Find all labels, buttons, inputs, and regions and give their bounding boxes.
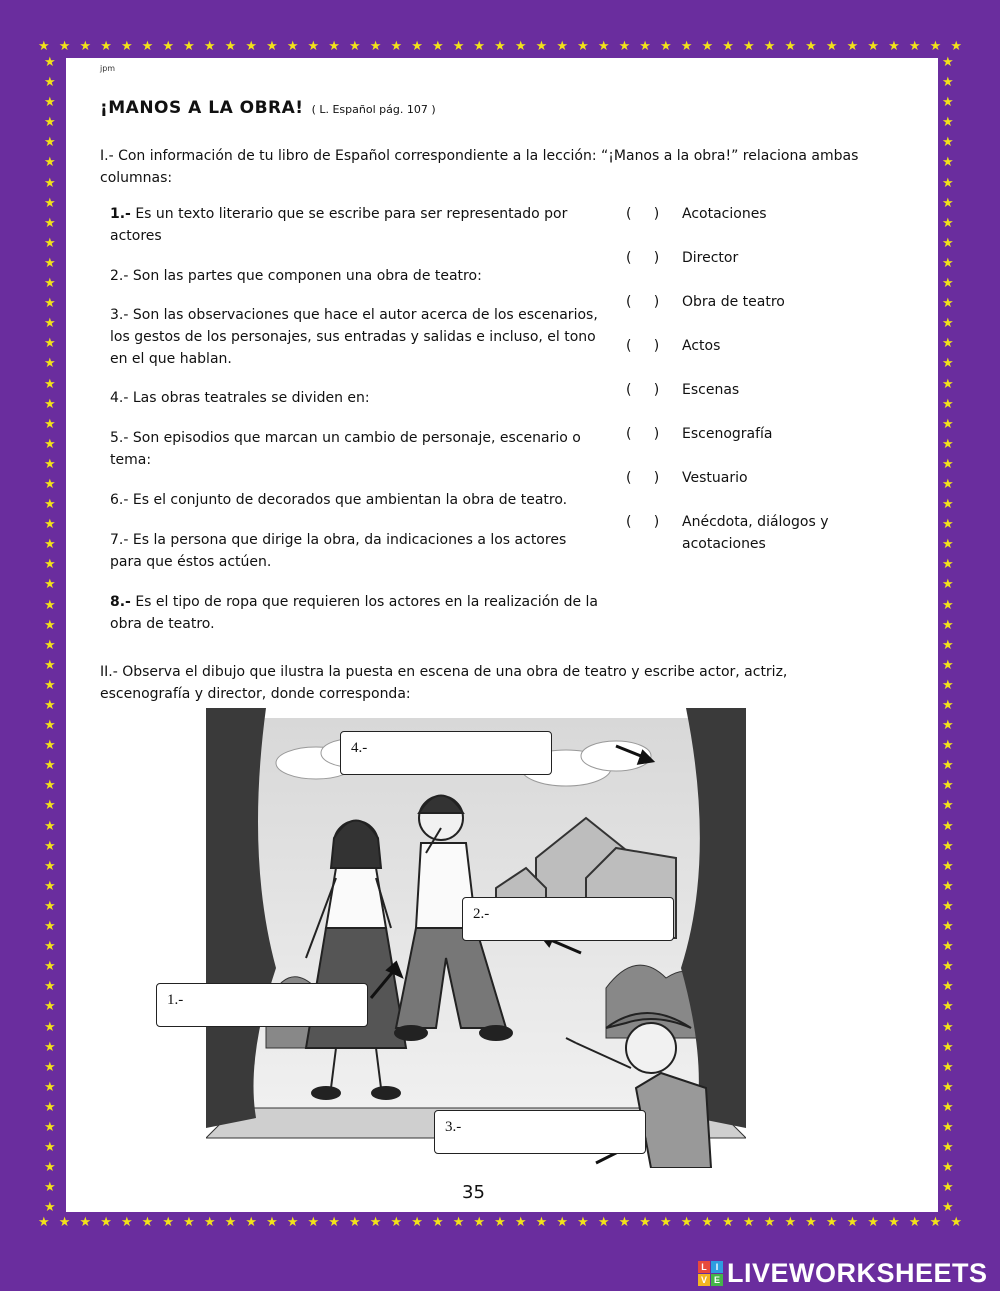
star-icon: ★ <box>38 1215 50 1230</box>
star-icon: ★ <box>44 1200 56 1216</box>
star-icon: ★ <box>942 336 954 352</box>
star-icon: ★ <box>597 1215 610 1230</box>
star-icon: ★ <box>942 195 954 211</box>
question-item <box>110 427 600 471</box>
star-icon: ★ <box>44 798 56 814</box>
star-icon: ★ <box>183 39 195 54</box>
page-number: 35 <box>462 1182 485 1203</box>
question-text: Es la persona que dirige la obra, da indicaciones a los actores para que éstos actúen. <box>110 532 567 570</box>
question-number: 1.- <box>110 206 131 222</box>
question-number: 5.- <box>110 430 129 446</box>
star-icon: ★ <box>44 296 56 312</box>
logo-text: LIVEWORKSHEETS <box>727 1258 988 1288</box>
question-item <box>110 489 610 511</box>
live-badge-icon <box>698 1261 723 1286</box>
star-icon: ★ <box>266 39 278 54</box>
star-icon: ★ <box>494 1215 506 1230</box>
question-item <box>110 265 600 287</box>
star-icon: ★ <box>44 497 56 513</box>
star-icon: ★ <box>286 39 299 54</box>
star-icon: ★ <box>942 497 954 513</box>
question-text: Son episodios que marcan un cambio de personaje, escenario o tema: <box>110 430 581 468</box>
star-icon: ★ <box>942 979 954 995</box>
question-text: Las obras teatrales se dividen en: <box>132 390 370 406</box>
star-icon: ★ <box>942 798 954 814</box>
question-text: Es un texto literario que se escribe para ser representado por actores <box>110 206 568 244</box>
star-icon: ★ <box>942 1200 954 1216</box>
star-icon: ★ <box>942 476 954 492</box>
star-icon: ★ <box>742 1215 755 1230</box>
answer-item <box>626 467 852 489</box>
author-tag: jpm <box>100 64 116 73</box>
answer-label: Acotaciones <box>682 206 767 222</box>
star-icon: ★ <box>942 517 954 533</box>
star-icon: ★ <box>942 436 954 452</box>
answer-label: Vestuario <box>682 470 748 486</box>
star-icon: ★ <box>44 818 56 834</box>
star-icon: ★ <box>58 39 71 54</box>
star-icon: ★ <box>908 1215 921 1230</box>
star-icon: ★ <box>942 1180 954 1196</box>
star-icon: ★ <box>44 476 56 492</box>
question-text: Son las observaciones que hace el autor acerca de los escenarios, los gestos de los personajes, sus entradas y salidas e incluso, el tono en el que hablan. <box>110 307 598 367</box>
star-icon: ★ <box>44 597 56 613</box>
star-icon: ★ <box>100 1215 112 1230</box>
star-icon: ★ <box>929 1215 942 1230</box>
star-icon: ★ <box>942 235 954 251</box>
badge-letter: E <box>711 1274 723 1286</box>
star-icon: ★ <box>763 1215 776 1230</box>
star-icon: ★ <box>942 175 954 191</box>
answer-item <box>626 335 852 357</box>
star-icon: ★ <box>44 778 56 794</box>
star-icon: ★ <box>44 316 56 332</box>
star-icon: ★ <box>44 1059 56 1075</box>
star-icon: ★ <box>79 1215 92 1230</box>
star-icon: ★ <box>44 738 56 754</box>
answer-item <box>626 423 852 445</box>
star-icon: ★ <box>369 1215 382 1230</box>
star-icon: ★ <box>942 1160 954 1176</box>
star-icon: ★ <box>44 1140 56 1156</box>
star-icon: ★ <box>942 718 954 734</box>
question-text: Es el conjunto de decorados que ambientan la obra de teatro. <box>132 492 568 508</box>
star-icon: ★ <box>942 1019 954 1035</box>
star-icon: ★ <box>473 1215 486 1230</box>
star-icon: ★ <box>44 55 56 70</box>
star-icon: ★ <box>784 1215 797 1230</box>
question-item <box>110 387 600 409</box>
star-icon: ★ <box>162 39 175 54</box>
star-icon: ★ <box>44 115 56 131</box>
star-icon: ★ <box>44 657 56 673</box>
answer-blank[interactable]: ( ) <box>626 514 660 530</box>
star-icon: ★ <box>942 1119 954 1135</box>
star-icon: ★ <box>942 1059 954 1075</box>
star-icon: ★ <box>942 356 954 372</box>
star-border-top <box>38 40 962 54</box>
star-icon: ★ <box>141 39 154 54</box>
star-icon: ★ <box>825 39 838 54</box>
label-number: 3.- <box>445 1119 462 1135</box>
star-icon: ★ <box>942 999 954 1015</box>
question-text: Son las partes que componen una obra de teatro: <box>132 268 482 284</box>
star-icon: ★ <box>44 195 56 211</box>
star-icon: ★ <box>44 637 56 653</box>
star-icon: ★ <box>58 1215 71 1230</box>
star-icon: ★ <box>942 155 954 171</box>
star-icon: ★ <box>942 376 954 392</box>
star-icon: ★ <box>44 75 56 91</box>
star-icon: ★ <box>942 637 954 653</box>
question-number: 7.- <box>110 532 129 548</box>
star-icon: ★ <box>245 1215 257 1230</box>
star-icon: ★ <box>44 356 56 372</box>
star-icon: ★ <box>328 1215 340 1230</box>
star-icon: ★ <box>44 698 56 713</box>
star-icon: ★ <box>44 919 56 935</box>
star-icon: ★ <box>942 1039 954 1055</box>
star-icon: ★ <box>660 39 672 54</box>
star-icon: ★ <box>44 878 56 894</box>
question-item <box>110 529 600 573</box>
star-icon: ★ <box>942 95 954 111</box>
star-icon: ★ <box>867 39 880 54</box>
star-icon: ★ <box>577 1215 589 1230</box>
answer-blank[interactable]: ( ) <box>626 338 660 354</box>
star-icon: ★ <box>805 39 817 54</box>
section2-instruction: II.- Observa el dibujo que ilustra la puesta en escena de una obra de teatro y escribe actor, actriz, escenografía y director, donde corresponda: <box>100 664 788 702</box>
star-icon: ★ <box>942 677 954 693</box>
star-icon: ★ <box>846 39 859 54</box>
star-icon: ★ <box>44 1019 56 1035</box>
star-icon: ★ <box>44 939 56 955</box>
star-icon: ★ <box>44 376 56 392</box>
worksheet-title <box>100 98 436 118</box>
star-icon: ★ <box>639 39 651 54</box>
star-icon: ★ <box>942 316 954 332</box>
star-icon: ★ <box>390 1215 403 1230</box>
star-icon: ★ <box>494 39 506 54</box>
star-icon: ★ <box>867 1215 880 1230</box>
star-icon: ★ <box>950 39 962 54</box>
answer-label: Escenografía <box>682 426 773 442</box>
star-icon: ★ <box>942 456 954 472</box>
star-icon: ★ <box>618 1215 631 1230</box>
star-icon: ★ <box>784 39 797 54</box>
question-item <box>110 591 600 635</box>
star-icon: ★ <box>44 898 56 914</box>
star-icon: ★ <box>349 39 361 54</box>
star-icon: ★ <box>44 215 56 231</box>
star-icon: ★ <box>888 1215 900 1230</box>
star-icon: ★ <box>763 39 776 54</box>
star-icon: ★ <box>942 255 954 271</box>
star-icon: ★ <box>44 1180 56 1196</box>
answer-blank[interactable]: ( ) <box>626 470 660 486</box>
star-icon: ★ <box>942 878 954 894</box>
star-icon: ★ <box>44 1119 56 1135</box>
star-icon: ★ <box>266 1215 278 1230</box>
book-reference: ( L. Español pág. 107 ) <box>311 103 436 116</box>
star-icon: ★ <box>44 758 56 774</box>
star-icon: ★ <box>942 617 954 633</box>
star-icon: ★ <box>411 1215 423 1230</box>
answer-label: Escenas <box>682 382 740 398</box>
star-icon: ★ <box>888 39 900 54</box>
star-icon: ★ <box>431 1215 444 1230</box>
star-icon: ★ <box>942 858 954 874</box>
star-icon: ★ <box>942 778 954 794</box>
question-number: 3.- <box>110 307 129 323</box>
star-icon: ★ <box>44 175 56 191</box>
star-icon: ★ <box>44 1160 56 1176</box>
star-icon: ★ <box>929 39 942 54</box>
star-icon: ★ <box>390 39 403 54</box>
star-icon: ★ <box>514 1215 527 1230</box>
star-icon: ★ <box>44 979 56 995</box>
star-icon: ★ <box>44 1039 56 1055</box>
star-icon: ★ <box>942 919 954 935</box>
star-icon: ★ <box>452 1215 465 1230</box>
question-number: 4.- <box>110 390 129 406</box>
star-icon: ★ <box>100 39 112 54</box>
star-icon: ★ <box>44 336 56 352</box>
star-icon: ★ <box>307 39 320 54</box>
label-box-3[interactable] <box>434 1110 646 1154</box>
star-icon: ★ <box>942 55 954 70</box>
label-box-1[interactable] <box>156 983 368 1027</box>
liveworksheets-logo[interactable] <box>698 1258 988 1289</box>
badge-letter: I <box>711 1261 723 1273</box>
label-box-2[interactable] <box>462 897 674 941</box>
star-icon: ★ <box>577 39 589 54</box>
star-icon: ★ <box>44 1099 56 1115</box>
answer-item <box>626 379 852 401</box>
star-icon: ★ <box>183 1215 195 1230</box>
answer-item <box>626 511 842 555</box>
star-icon: ★ <box>44 517 56 533</box>
star-icon: ★ <box>44 557 56 573</box>
star-icon: ★ <box>942 396 954 412</box>
star-icon: ★ <box>203 1215 216 1230</box>
star-border-left <box>44 56 56 1216</box>
star-icon: ★ <box>942 898 954 914</box>
star-icon: ★ <box>942 416 954 432</box>
worksheet-page <box>66 58 938 1212</box>
question-item <box>110 203 600 247</box>
star-icon: ★ <box>942 577 954 593</box>
star-icon: ★ <box>44 858 56 874</box>
label-number: 4.- <box>351 740 368 756</box>
star-icon: ★ <box>535 1215 548 1230</box>
star-icon: ★ <box>556 1215 569 1230</box>
star-icon: ★ <box>639 1215 651 1230</box>
star-icon: ★ <box>942 657 954 673</box>
star-icon: ★ <box>44 95 56 111</box>
star-icon: ★ <box>245 39 257 54</box>
star-icon: ★ <box>44 235 56 251</box>
star-icon: ★ <box>942 276 954 292</box>
star-icon: ★ <box>942 1079 954 1095</box>
answer-blank[interactable]: ( ) <box>626 294 660 310</box>
star-icon: ★ <box>120 39 133 54</box>
star-icon: ★ <box>44 255 56 271</box>
star-icon: ★ <box>349 1215 361 1230</box>
answer-blank[interactable]: ( ) <box>626 426 660 442</box>
star-icon: ★ <box>162 1215 175 1230</box>
star-icon: ★ <box>514 39 527 54</box>
star-icon: ★ <box>431 39 444 54</box>
question-number: 2.- <box>110 268 129 284</box>
star-icon: ★ <box>680 39 693 54</box>
answer-item <box>626 203 852 225</box>
title-text: ¡MANOS A LA OBRA! <box>100 98 304 118</box>
question-item <box>110 304 600 370</box>
star-icon: ★ <box>805 1215 817 1230</box>
star-icon: ★ <box>556 39 569 54</box>
star-icon: ★ <box>44 416 56 432</box>
star-icon: ★ <box>660 1215 672 1230</box>
star-icon: ★ <box>44 276 56 292</box>
star-icon: ★ <box>44 1079 56 1095</box>
star-icon: ★ <box>224 39 237 54</box>
star-icon: ★ <box>942 135 954 151</box>
star-icon: ★ <box>825 1215 838 1230</box>
star-icon: ★ <box>44 396 56 412</box>
star-icon: ★ <box>942 75 954 91</box>
label-number: 1.- <box>167 992 184 1008</box>
star-icon: ★ <box>328 39 340 54</box>
star-icon: ★ <box>120 1215 133 1230</box>
star-icon: ★ <box>597 39 610 54</box>
answer-blank[interactable]: ( ) <box>626 382 660 398</box>
star-icon: ★ <box>942 537 954 553</box>
star-icon: ★ <box>680 1215 693 1230</box>
star-icon: ★ <box>203 39 216 54</box>
star-icon: ★ <box>942 1140 954 1156</box>
star-icon: ★ <box>942 1099 954 1115</box>
star-icon: ★ <box>44 537 56 553</box>
star-icon: ★ <box>44 456 56 472</box>
star-icon: ★ <box>411 39 423 54</box>
star-icon: ★ <box>942 557 954 573</box>
star-icon: ★ <box>942 738 954 754</box>
star-icon: ★ <box>141 1215 154 1230</box>
question-number: 6.- <box>110 492 129 508</box>
star-icon: ★ <box>701 39 714 54</box>
star-icon: ★ <box>846 1215 859 1230</box>
star-border-bottom <box>38 1216 962 1230</box>
star-icon: ★ <box>942 115 954 131</box>
star-icon: ★ <box>44 718 56 734</box>
star-icon: ★ <box>942 758 954 774</box>
star-icon: ★ <box>942 215 954 231</box>
star-icon: ★ <box>224 1215 237 1230</box>
answer-item <box>626 247 852 269</box>
star-icon: ★ <box>79 39 92 54</box>
answer-blank[interactable]: ( ) <box>626 250 660 266</box>
star-icon: ★ <box>908 39 921 54</box>
answer-label: Obra de teatro <box>682 294 785 310</box>
star-icon: ★ <box>942 296 954 312</box>
star-icon: ★ <box>286 1215 299 1230</box>
star-icon: ★ <box>742 39 755 54</box>
star-icon: ★ <box>942 818 954 834</box>
label-number: 2.- <box>473 906 490 922</box>
star-icon: ★ <box>44 577 56 593</box>
answer-blank[interactable]: ( ) <box>626 206 660 222</box>
star-icon: ★ <box>618 39 631 54</box>
star-icon: ★ <box>942 959 954 975</box>
star-icon: ★ <box>535 39 548 54</box>
star-icon: ★ <box>38 39 50 54</box>
star-icon: ★ <box>44 436 56 452</box>
question-number: 8.- <box>110 594 131 610</box>
star-icon: ★ <box>942 838 954 854</box>
star-icon: ★ <box>722 1215 734 1230</box>
star-icon: ★ <box>942 939 954 955</box>
star-icon: ★ <box>44 999 56 1015</box>
star-icon: ★ <box>44 155 56 171</box>
star-icon: ★ <box>473 39 486 54</box>
badge-letter: V <box>698 1274 710 1286</box>
star-icon: ★ <box>44 617 56 633</box>
star-icon: ★ <box>44 135 56 151</box>
star-icon: ★ <box>44 959 56 975</box>
star-icon: ★ <box>942 597 954 613</box>
answer-label: Director <box>682 250 739 266</box>
star-icon: ★ <box>452 39 465 54</box>
star-icon: ★ <box>942 698 954 713</box>
answer-item <box>626 291 852 313</box>
answer-label: Anécdota, diálogos y acotaciones <box>682 514 829 552</box>
answer-label: Actos <box>682 338 721 354</box>
star-icon: ★ <box>722 39 734 54</box>
star-icon: ★ <box>950 1215 962 1230</box>
badge-letter: L <box>698 1261 710 1273</box>
star-icon: ★ <box>44 838 56 854</box>
star-icon: ★ <box>369 39 382 54</box>
section1-instruction: I.- Con información de tu libro de Español correspondiente a la lección: “¡Manos a la obra!” relaciona ambas columnas: <box>100 148 859 186</box>
star-icon: ★ <box>307 1215 320 1230</box>
question-text: Es el tipo de ropa que requieren los actores en la realización de la obra de teatro. <box>110 594 598 632</box>
label-box-4[interactable] <box>340 731 552 775</box>
star-border-right <box>942 56 954 1216</box>
star-icon: ★ <box>44 677 56 693</box>
star-icon: ★ <box>701 1215 714 1230</box>
